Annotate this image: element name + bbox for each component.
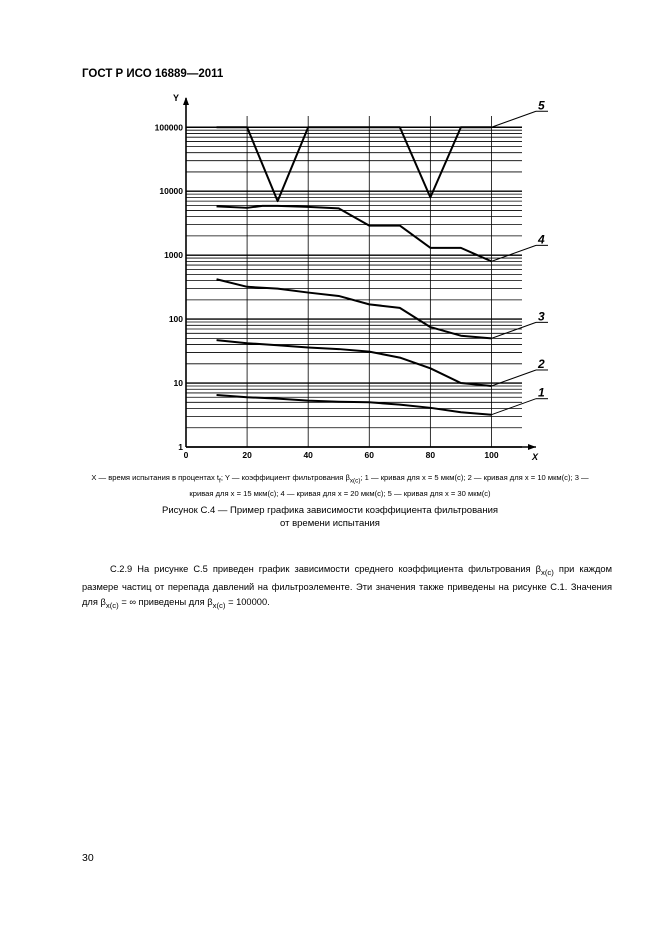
filtration-ratio-chart (150, 88, 550, 468)
para-sub-2: x(c) (105, 600, 119, 610)
legend-sub-f: f (219, 477, 221, 485)
series-line-2 (217, 340, 492, 386)
caption-line-2: от времени испытания (280, 518, 380, 529)
y-axis-arrow (183, 97, 189, 105)
leader-line-3 (491, 322, 536, 338)
series-line-4 (217, 206, 492, 261)
y-tick-label: 1000 (164, 250, 183, 261)
series-label-5: 5 (538, 98, 545, 113)
para-part3: = ∞ приведены для β (118, 596, 213, 607)
series-line-5 (217, 127, 492, 201)
series-label-4: 4 (538, 232, 545, 247)
y-tick-label: 100 (168, 314, 183, 325)
para-sub-1: x(c) (540, 567, 554, 577)
x-tick-label: 0 (183, 450, 189, 460)
x-axis-label: X (532, 452, 539, 462)
x-tick-label: 100 (484, 450, 499, 460)
x-tick-label: 60 (364, 450, 375, 460)
y-tick-label: 10 (173, 378, 183, 389)
series-line-1 (217, 395, 492, 415)
series-label-1: 1 (538, 385, 545, 400)
figure-legend (80, 472, 600, 500)
legend-sub-xc: x(c) (349, 477, 361, 485)
legend-part2: ; Y — коэффициент фильтрования β (220, 473, 350, 482)
leader-line-4 (491, 245, 536, 261)
series-label-2: 2 (538, 356, 545, 371)
legend-part3: ; 1 — кривая для x = 5 мкм(с); 2 — кривая для x = 10 мкм(с); 3 — кривая для x = 15 мкм(с); 4 — кривая для x = 20 мкм(с); 5 — кривая для x = 30 мкм(с) (189, 473, 589, 498)
series-line-3 (217, 279, 492, 338)
figure-caption (100, 504, 560, 530)
leader-line-5 (491, 111, 536, 127)
caption-line-1: Рисунок C.4 — Пример графика зависимости коэффициента фильтрования (161, 505, 499, 516)
x-tick-label: 80 (425, 450, 436, 460)
x-tick-label: 20 (242, 450, 252, 460)
x-tick-label: 40 (303, 450, 313, 460)
body-paragraph (82, 562, 612, 613)
para-part4: = 100000. (225, 596, 270, 607)
para-part2: при каждом размере частиц от перепада давлений на фильтроэлементе. Эти значения также приведены на рисунке C.1. Значения для β (82, 564, 612, 607)
legend-part1: X — время испытания в процентах t (91, 473, 220, 482)
y-tick-label: 1 (178, 442, 183, 452)
para-part1: C.2.9 На рисунке C.5 приведен график зависимости среднего коэффициента фильтрования β (110, 564, 541, 574)
y-axis-label: Y (173, 93, 180, 103)
document-header: ГОСТ Р ИСО 16889—2011 (82, 68, 224, 80)
y-tick-label: 10000 (159, 186, 183, 197)
y-tick-label: 100000 (154, 122, 183, 133)
page-number: 30 (82, 852, 94, 864)
leader-line-1 (491, 399, 536, 415)
x-axis-arrow (528, 444, 536, 450)
series-label-3: 3 (538, 309, 545, 324)
para-sub-3: x(c) (212, 600, 226, 610)
